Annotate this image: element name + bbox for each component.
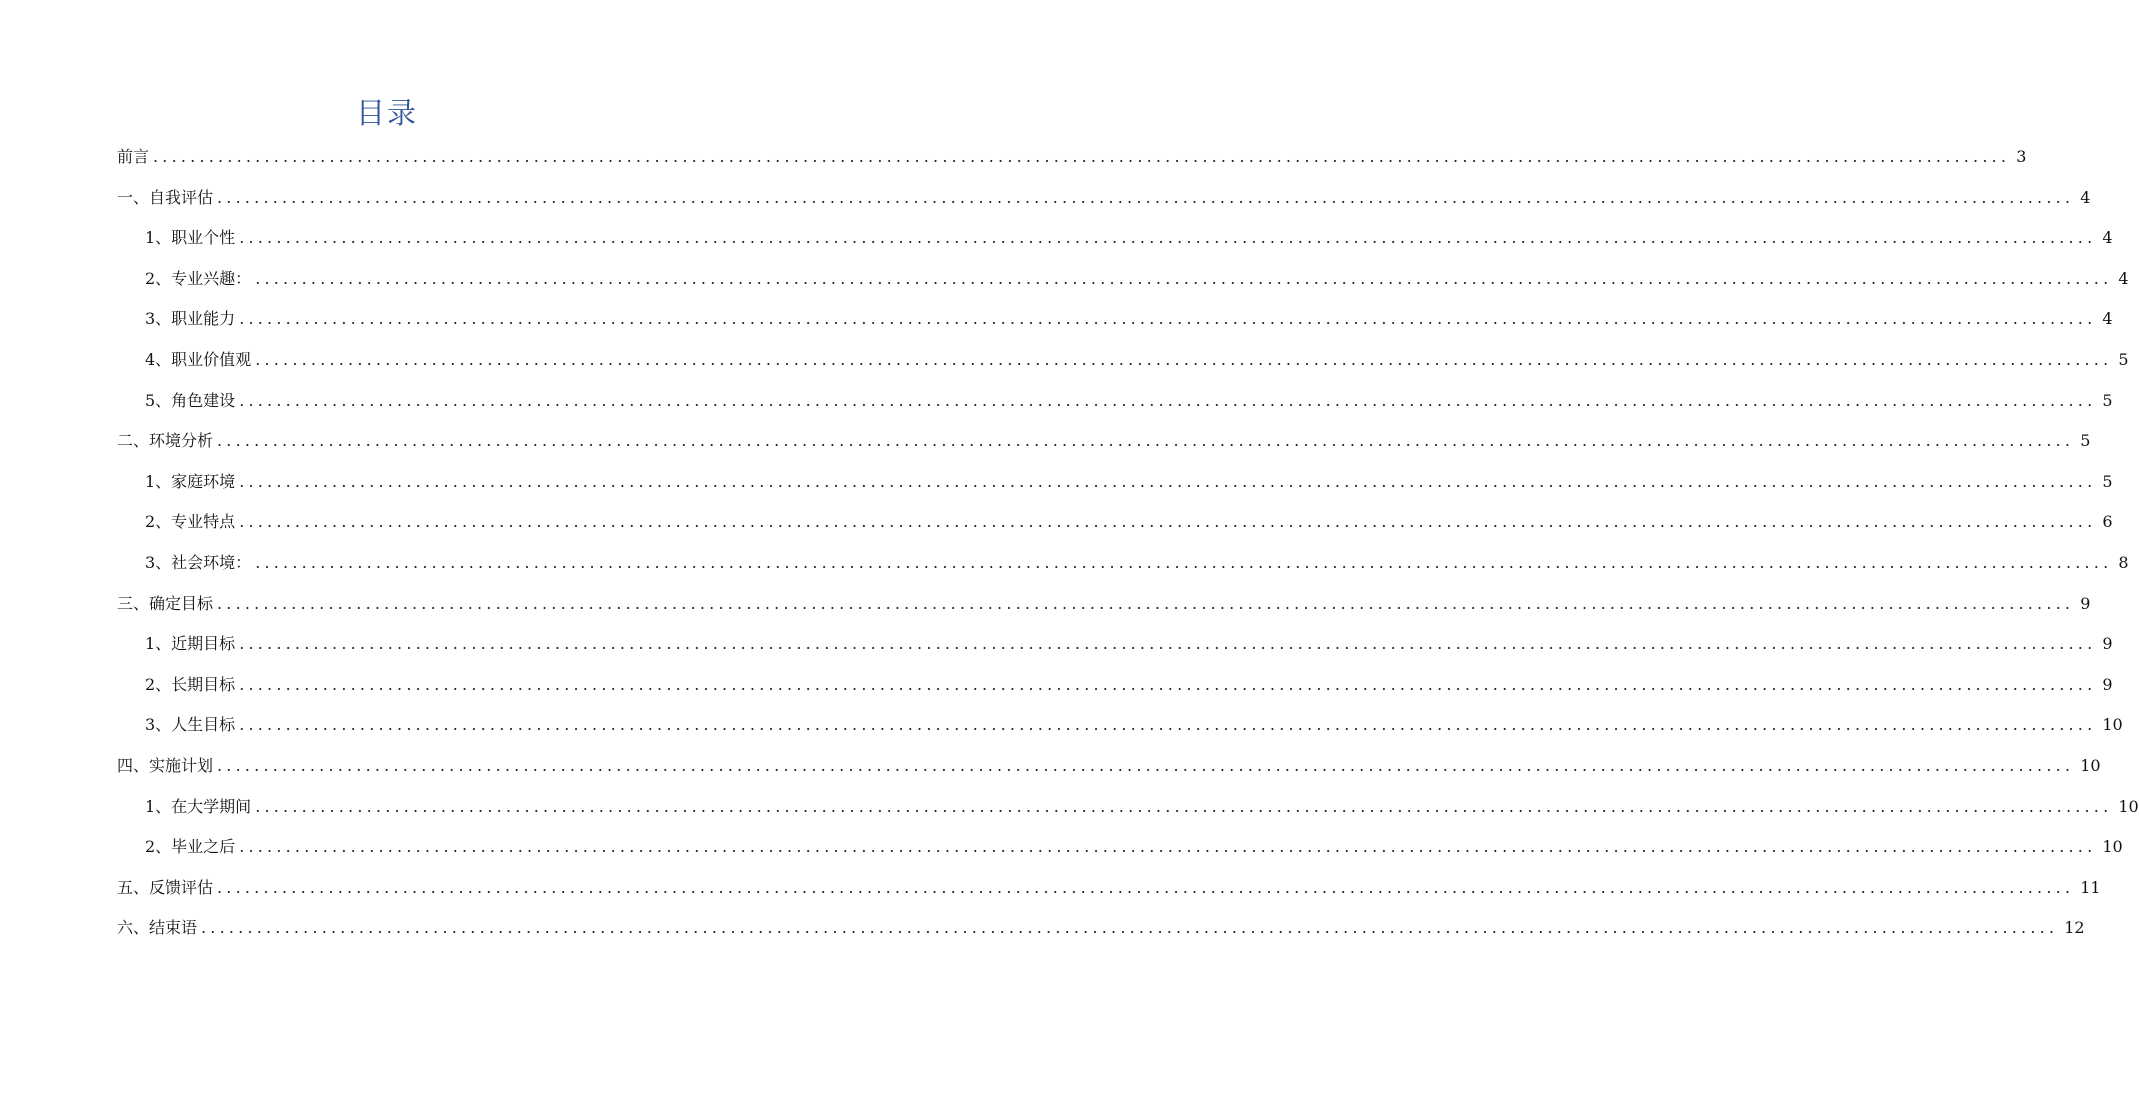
toc-entry-label: 2、专业特点 (145, 512, 236, 532)
toc-entry[interactable] (117, 584, 2091, 625)
toc-dot-leader: ........................................................................................................................................................................................................ (255, 268, 2113, 288)
toc-entry-label: 1、家庭环境 (145, 471, 236, 491)
toc-dot-leader: ........................................................................................................................................................................................................ (239, 715, 2097, 735)
toc-entry-label: 三、确定目标 (117, 593, 214, 613)
toc-entry-label: 六、结束语 (117, 918, 198, 938)
toc-dot-leader: ........................................................................................................................................................................................................ (239, 674, 2097, 694)
toc-dot-leader: ........................................................................................................................................................................................................ (201, 918, 2059, 938)
toc-entry-label: 五、反馈评估 (117, 877, 214, 897)
toc-entry-label: 2、专业兴趣： (145, 268, 252, 288)
toc-entry[interactable] (117, 502, 2113, 543)
toc-entry-page-number: 12 (2064, 918, 2085, 938)
toc-entry[interactable] (117, 787, 2139, 828)
toc-entry-page-number: 9 (2102, 674, 2113, 694)
toc-entry-page-number: 5 (2102, 390, 2113, 410)
toc-entry-label: 2、长期目标 (145, 674, 236, 694)
toc-entry-label: 二、环境分析 (117, 431, 214, 451)
toc-entry-page-number: 10 (2118, 796, 2139, 816)
toc-entry-page-number: 9 (2080, 593, 2091, 613)
toc-entry[interactable] (117, 665, 2113, 706)
toc-entry-label: 前言 (117, 147, 150, 166)
toc-entry[interactable] (117, 543, 2129, 584)
toc-entry-page-number: 6 (2102, 512, 2113, 532)
toc-entry-page-number: 4 (2102, 228, 2113, 248)
toc-entry[interactable] (117, 624, 2113, 665)
toc-dot-leader: ........................................................................................................................................................................................................ (239, 471, 2097, 491)
toc-entry[interactable] (117, 746, 2101, 787)
toc-entry-page-number: 4 (2118, 268, 2129, 288)
toc-entry[interactable] (117, 259, 2129, 300)
toc-entry-label: 3、社会环境： (145, 552, 252, 572)
toc-dot-leader: ........................................................................................................................................................................................................ (239, 309, 2097, 329)
toc-entry[interactable] (117, 381, 2113, 422)
toc-entry-page-number: 10 (2102, 715, 2123, 735)
toc-entry-label: 1、职业个性 (145, 228, 236, 248)
toc-dot-leader: ........................................................................................................................................................................................................ (217, 593, 2075, 613)
toc-entry[interactable] (117, 705, 2123, 746)
toc-entry-page-number: 9 (2102, 634, 2113, 654)
toc-entry[interactable] (117, 137, 2027, 178)
toc-dot-leader: ........................................................................................................................................................................................................ (217, 187, 2075, 207)
toc-entry-label: 4、职业价值观 (145, 349, 252, 369)
toc-dot-leader: ........................................................................................................................................................................................................ (239, 634, 2097, 654)
toc-dot-leader: ........................................................................................................................................................................................................ (217, 877, 2075, 897)
toc-entry-page-number: 11 (2080, 877, 2101, 897)
toc-entry-label: 2、毕业之后 (145, 837, 236, 857)
toc-entry-page-number: 5 (2102, 471, 2113, 491)
toc-entry[interactable] (117, 178, 2091, 219)
toc-title: 目录 (355, 96, 418, 130)
toc-entry[interactable] (117, 218, 2113, 259)
toc-entry-page-number: 3 (2016, 147, 2027, 166)
toc-entry-label: 3、职业能力 (145, 309, 236, 329)
toc-entry[interactable] (117, 827, 2123, 868)
toc-entry-label: 1、在大学期间 (145, 796, 252, 816)
toc-dot-leader: ........................................................................................................................................................................................................ (239, 837, 2097, 857)
toc-entry[interactable] (117, 421, 2091, 462)
toc-dot-leader: ........................................................................................................................................................................................................ (153, 147, 2011, 166)
toc-entry[interactable] (117, 462, 2113, 503)
toc-entry-page-number: 10 (2080, 755, 2101, 775)
toc-entry[interactable] (117, 340, 2129, 381)
toc-dot-leader: ........................................................................................................................................................................................................ (239, 512, 2097, 532)
toc-entry-label: 一、自我评估 (117, 187, 214, 207)
toc-entry-page-number: 4 (2080, 187, 2091, 207)
toc-entry-page-number: 8 (2118, 552, 2129, 572)
toc-entry[interactable] (117, 868, 2101, 909)
toc-dot-leader: ........................................................................................................................................................................................................ (239, 228, 2097, 248)
toc-dot-leader: ........................................................................................................................................................................................................ (217, 431, 2075, 451)
toc-entry[interactable] (117, 299, 2113, 340)
toc-entry-page-number: 5 (2118, 349, 2129, 369)
toc-list (117, 137, 2139, 949)
toc-dot-leader: ........................................................................................................................................................................................................ (255, 552, 2113, 572)
toc-entry-page-number: 10 (2102, 837, 2123, 857)
toc-entry-label: 四、实施计划 (117, 755, 214, 775)
toc-entry-label: 1、近期目标 (145, 634, 236, 654)
toc-entry-page-number: 5 (2080, 431, 2091, 451)
toc-dot-leader: ........................................................................................................................................................................................................ (239, 390, 2097, 410)
toc-entry-page-number: 4 (2102, 309, 2113, 329)
toc-dot-leader: ........................................................................................................................................................................................................ (217, 755, 2075, 775)
toc-entry-label: 5、角色建设 (145, 390, 236, 410)
toc-entry-label: 3、人生目标 (145, 715, 236, 735)
toc-dot-leader: ........................................................................................................................................................................................................ (255, 796, 2113, 816)
toc-dot-leader: ........................................................................................................................................................................................................ (255, 349, 2113, 369)
toc-entry[interactable] (117, 908, 2085, 949)
